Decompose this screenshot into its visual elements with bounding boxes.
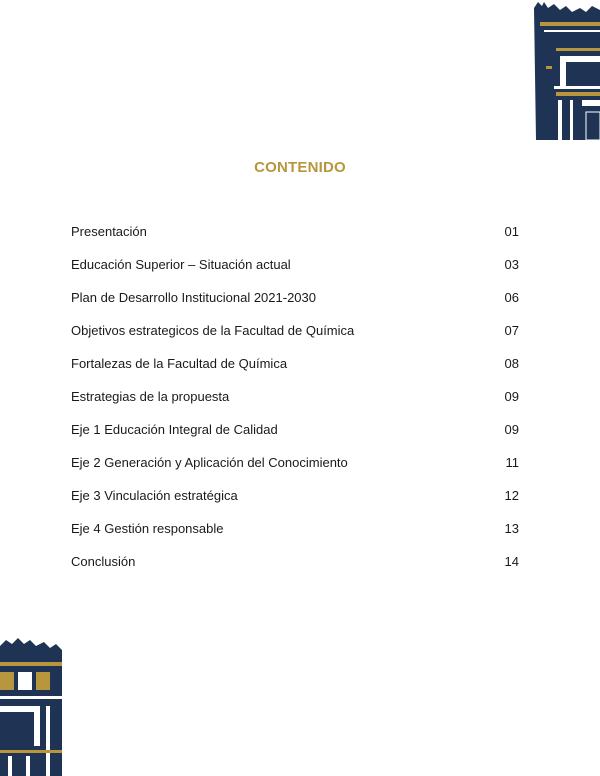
- toc-entry: [71, 519, 519, 552]
- toc-entry-page-number: 14: [504, 554, 519, 569]
- toc-entry-label: Plan de Desarrollo Institucional 2021-2030: [71, 290, 316, 305]
- toc-entry-page-number: 08: [504, 356, 519, 371]
- toc-entry: [71, 387, 519, 420]
- toc-entry-label: Eje 2 Generación y Aplicación del Conocimiento: [71, 455, 348, 470]
- toc-entry: [71, 255, 519, 288]
- toc-entry-label: Estrategias de la propuesta: [71, 389, 230, 404]
- toc-entry: [71, 288, 519, 321]
- toc-entry: [71, 321, 519, 354]
- table-of-contents: [71, 222, 519, 585]
- toc-entry-page-number: 07: [504, 323, 519, 338]
- toc-entry-label: Fortalezas de la Facultad de Química: [71, 356, 288, 371]
- toc-entry: [71, 486, 519, 519]
- toc-entry-label: Presentación: [71, 224, 147, 239]
- toc-entry-page-number: 01: [504, 224, 519, 239]
- toc-entry: [71, 222, 519, 255]
- toc-entry-label: Conclusión: [71, 554, 136, 569]
- toc-entry: [71, 453, 519, 486]
- toc-entry: [71, 552, 519, 585]
- toc-entry-page-number: 13: [504, 521, 519, 536]
- toc-entry: [71, 420, 519, 453]
- toc-entry: [71, 354, 519, 387]
- page-title: CONTENIDO: [254, 159, 346, 176]
- toc-entry-page-number: 03: [504, 257, 519, 272]
- toc-entry-label: Eje 1 Educación Integral de Calidad: [71, 422, 278, 437]
- building-facade-illustration: [0, 636, 66, 776]
- toc-entry-page-number: 09: [504, 389, 519, 404]
- toc-entry-label: Eje 3 Vinculación estratégica: [71, 488, 238, 503]
- building-facade-illustration: [534, 0, 600, 140]
- toc-entry-page-number: 11: [505, 455, 519, 470]
- toc-entry-page-number: 06: [504, 290, 519, 305]
- toc-entry-page-number: 09: [504, 422, 519, 437]
- toc-entry-label: Objetivos estrategicos de la Facultad de Química: [71, 323, 355, 338]
- toc-entry-label: Eje 4 Gestión responsable: [71, 521, 224, 536]
- toc-entry-page-number: 12: [504, 488, 519, 503]
- toc-entry-label: Educación Superior – Situación actual: [71, 257, 291, 272]
